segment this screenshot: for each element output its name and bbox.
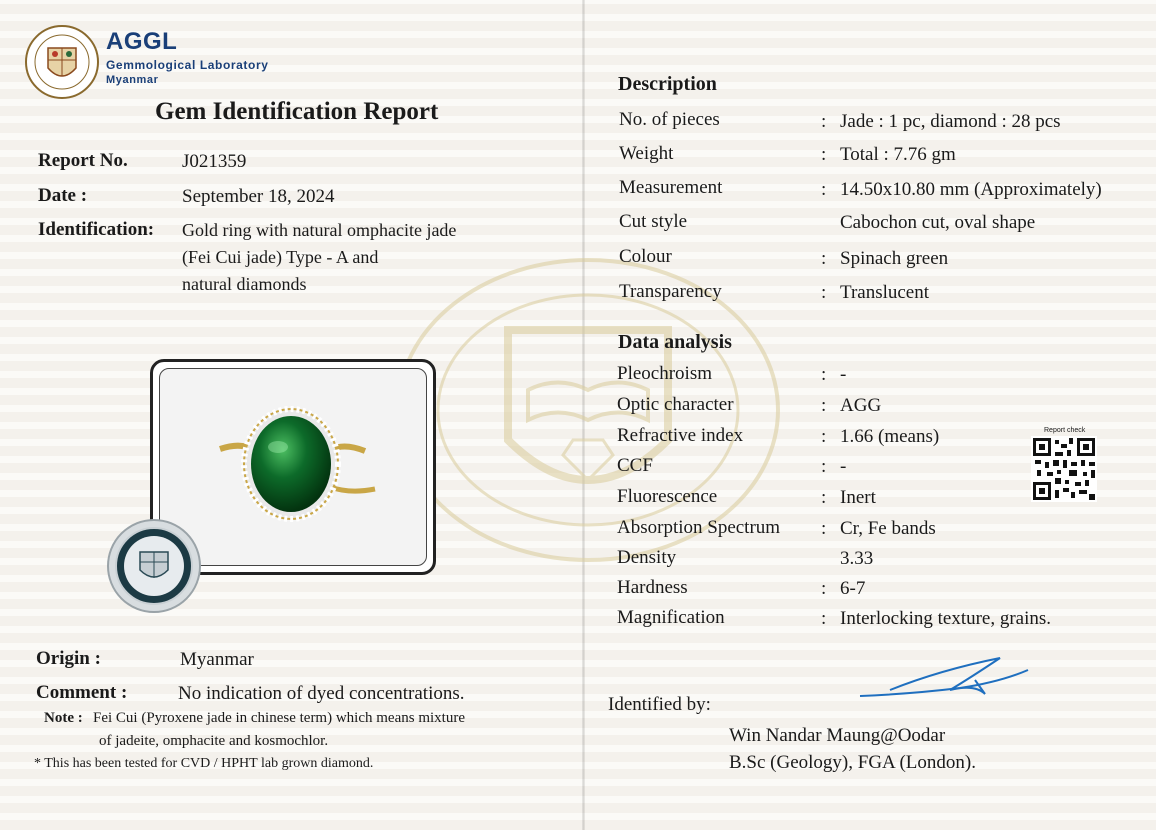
date-label: Date :	[38, 185, 88, 206]
colon: :	[821, 578, 827, 599]
identified-by-label: Identified by:	[608, 694, 711, 715]
colon: :	[821, 111, 827, 132]
desc-label-cut: Cut style	[619, 211, 688, 232]
brand-block	[106, 28, 269, 86]
identification-line-3: natural diamonds	[182, 274, 307, 294]
report-no-label: Report No.	[38, 150, 128, 171]
desc-label-measurement: Measurement	[619, 177, 723, 198]
desc-label-pieces: No. of pieces	[619, 109, 720, 130]
identifier-credentials: B.Sc (Geology), FGA (London).	[729, 752, 976, 773]
comment-label: Comment :	[36, 682, 128, 703]
identification-line-2: (Fei Cui jade) Type - A and	[182, 247, 379, 267]
da-label-fluorescence: Fluorescence	[617, 486, 718, 507]
desc-label-colour: Colour	[619, 246, 672, 267]
colon: :	[821, 487, 827, 508]
da-label-ccf: CCF	[617, 455, 653, 476]
da-label-pleochroism: Pleochroism	[617, 363, 712, 384]
identifier-name: Win Nandar Maung@Oodar	[729, 725, 946, 746]
lab-seal-icon	[106, 518, 202, 614]
da-value-hardness: 6-7	[840, 578, 866, 599]
footnote: * This has been tested for CVD / HPHT lab grown diamond.	[34, 756, 374, 771]
lab-logo-icon	[24, 24, 100, 100]
qr-code-icon[interactable]	[1031, 436, 1097, 502]
colon: :	[821, 248, 827, 269]
da-value-magnification: Interlocking texture, grains.	[840, 608, 1052, 629]
brand-line2: Myanmar	[106, 74, 159, 86]
desc-label-transparency: Transparency	[619, 281, 722, 302]
colon: :	[821, 179, 827, 200]
da-value-fluorescence: Inert	[840, 487, 876, 508]
da-label-absorption: Absorption Spectrum	[617, 517, 781, 538]
colon: :	[821, 144, 827, 165]
data-analysis-heading: Data analysis	[618, 331, 732, 353]
da-value-ri: 1.66 (means)	[840, 426, 940, 447]
da-label-hardness: Hardness	[617, 577, 688, 598]
colon: :	[821, 395, 827, 416]
da-value-density: 3.33	[840, 548, 874, 569]
da-value-pleochroism: -	[840, 364, 847, 385]
colon: :	[821, 456, 827, 477]
da-label-ri: Refractive index	[617, 425, 744, 446]
colon: :	[821, 426, 827, 447]
da-value-absorption: Cr, Fe bands	[840, 518, 936, 539]
da-label-optic: Optic character	[617, 394, 734, 415]
colon: :	[821, 608, 827, 629]
report-no-value: J021359	[182, 151, 247, 172]
desc-value-colour: Spinach green	[840, 248, 949, 269]
da-value-ccf: -	[840, 456, 847, 477]
desc-value-transparency: Translucent	[840, 282, 930, 303]
desc-value-weight: Total : 7.76 gm	[840, 144, 956, 165]
desc-value-cut: Cabochon cut, oval shape	[840, 212, 1036, 233]
brand-name: AGGL	[106, 28, 178, 55]
desc-value-pieces: Jade : 1 pc, diamond : 28 pcs	[840, 111, 1061, 132]
da-label-density: Density	[617, 547, 677, 568]
comment-value: No indication of dyed concentrations.	[178, 683, 465, 704]
da-label-magnification: Magnification	[617, 607, 725, 628]
desc-value-measurement: 14.50x10.80 mm (Approximately)	[840, 179, 1102, 200]
note-line-2: of jadeite, omphacite and kosmochlor.	[99, 733, 329, 749]
signature-icon	[850, 650, 1040, 706]
identification-label: Identification:	[38, 219, 155, 240]
note-line-1: Fei Cui (Pyroxene jade in chinese term) which means mixture	[93, 710, 465, 726]
brand-line1: Gemmological Laboratory	[106, 58, 269, 72]
origin-label: Origin :	[36, 648, 101, 669]
identification-line-1: Gold ring with natural omphacite jade	[182, 220, 457, 240]
origin-value: Myanmar	[180, 649, 254, 670]
date-value: September 18, 2024	[182, 186, 335, 207]
colon: :	[821, 364, 827, 385]
colon: :	[821, 518, 827, 539]
description-heading: Description	[618, 73, 717, 95]
report-title: Gem Identification Report	[155, 98, 439, 125]
da-value-optic: AGG	[840, 395, 882, 416]
desc-label-weight: Weight	[619, 143, 674, 164]
qr-caption: Report check	[1044, 427, 1086, 434]
note-label: Note :	[44, 710, 83, 726]
colon: :	[821, 282, 827, 303]
